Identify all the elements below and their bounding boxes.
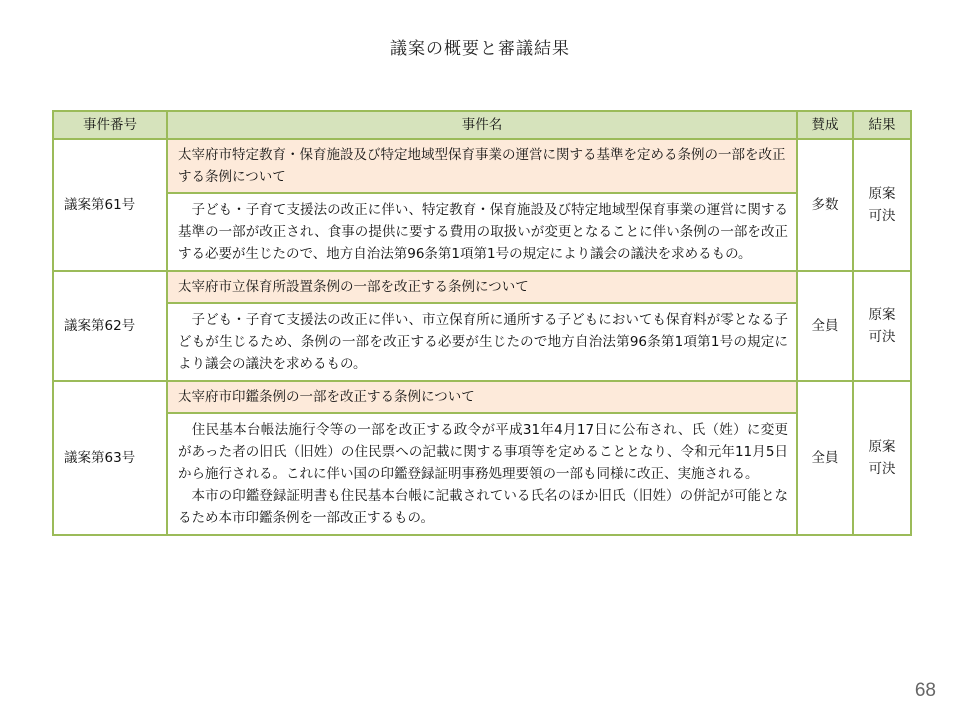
bill-description: [167, 413, 797, 535]
agenda-table: [52, 110, 912, 536]
bill-result-text: 原案 可決: [868, 439, 896, 477]
bill-result: [853, 381, 911, 535]
table-row-description: [53, 303, 911, 381]
bill-description: 子ども・子育て支援法の改正に伴い、市立保育所に通所する子どもにおいても保育料が零となる子どもが生じるため、条例の一部を改正する必要が生じたので地方自治法第96条第1項第1号の規定により議会の議決を求めるもの。: [167, 303, 797, 381]
bill-number: 議案第61号: [53, 139, 167, 271]
table-header-row: [53, 111, 911, 139]
bill-result: [853, 271, 911, 381]
table-row-description: [53, 413, 911, 535]
bill-name: 太宰府市立保育所設置条例の一部を改正する条例について: [167, 271, 797, 303]
page-title: 議案の概要と審議結果: [390, 39, 570, 59]
bill-votes: 多数: [797, 139, 853, 271]
header-number: 事件番号: [53, 111, 167, 139]
bill-description: 子ども・子育て支援法の改正に伴い、特定教育・保育施設及び特定地域型保育事業の運営に関する基準の一部が改正され、食事の提供に要する費用の取扱いが変更となることに伴い条例の一部を改正する必要が生じたので、地方自治法第96条第1項第1号の規定により議会の議決を求めるもの。: [167, 193, 797, 271]
page-number: 68: [914, 680, 936, 701]
bill-name: 太宰府市印鑑条例の一部を改正する条例について: [167, 381, 797, 413]
table-row: [53, 381, 911, 413]
table-row-description: [53, 193, 911, 271]
bill-result: [853, 139, 911, 271]
bill-description-text: 住民基本台帳法施行令等の一部を改正する政令が平成31年4月17日に公布され、氏（姓）に変更があった者の旧氏（旧姓）の住民票への記載に関する事項等を定めることとなり、令和元年11月5日から施行される。これに伴い国の印鑑登録証明事務処理要領の一部も同様に改正、実施される。 本市の印鑑登録証明書も住民基本台帳に記載されている氏名のほか旧氏（旧姓）の併記が可能となるため本市印鑑条例を一部改正するもの。: [178, 422, 788, 526]
header-name: 事件名: [167, 111, 797, 139]
bill-result-text: 原案 可決: [868, 307, 896, 345]
bill-number: 議案第63号: [53, 381, 167, 535]
bill-votes: 全員: [797, 381, 853, 535]
bill-name: 太宰府市特定教育・保育施設及び特定地域型保育事業の運営に関する基準を定める条例の一部を改正する条例について: [167, 139, 797, 193]
header-votes: 賛成: [797, 111, 853, 139]
bill-result-text: 原案 可決: [868, 186, 896, 224]
bill-number: 議案第62号: [53, 271, 167, 381]
bill-votes: 全員: [797, 271, 853, 381]
table-row: [53, 139, 911, 193]
header-result: 結果: [853, 111, 911, 139]
table-row: [53, 271, 911, 303]
